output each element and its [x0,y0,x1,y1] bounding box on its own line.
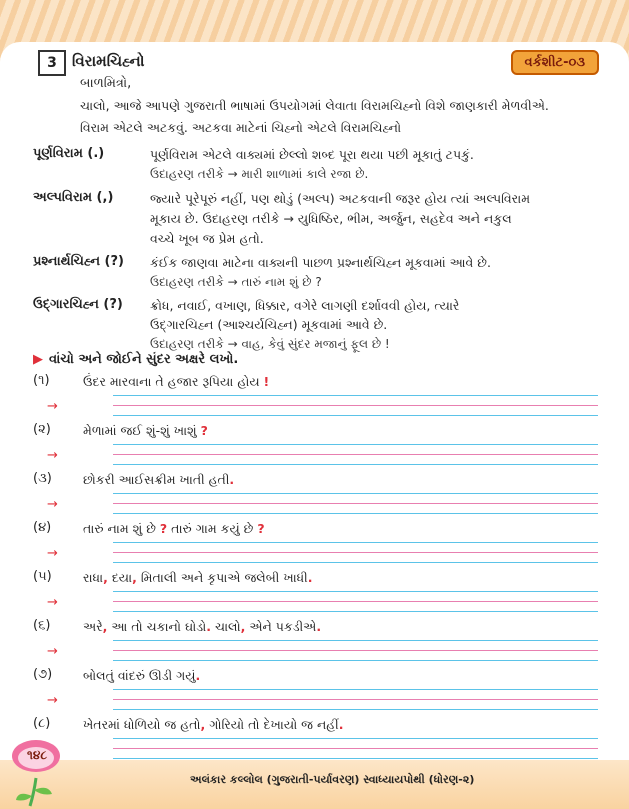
arrow-icon: → [227,337,238,351]
exercise-item [33,716,598,762]
exercise-sentence [83,521,265,537]
punctuation-mark: , [102,619,108,634]
punctuation-mark: , [132,570,137,585]
punctuation-mark: , [240,619,246,634]
example-text: વાહ, કેવું સુંદર મજાનું ફૂલ છે ! [241,337,390,351]
writing-guide-line[interactable] [113,748,598,749]
sentence-fragment: મેળામાં જઈ શું-શું ખાશું [83,423,201,438]
example-label: ઉદાહરણ તરીકે [150,275,224,289]
writing-guide-line[interactable] [113,562,598,563]
punctuation-mark: . [195,668,201,683]
writing-guide-line[interactable] [113,689,598,690]
def-udgaar-1: ક્રોધ, નવાઈ, વખાણ, ધિક્કાર, વગેરે લાગણી દર્શાવવી હોય, ત્યારે [150,298,460,313]
arrow-icon: → [47,644,58,659]
sentence-fragment: એને પકડીએ [245,619,317,634]
writing-guide-line[interactable] [113,552,598,553]
page-number: ૧૪૮ [27,748,47,762]
punctuation-mark: ! [263,374,270,389]
triangle-bullet-icon: ▶ [33,352,43,367]
writing-guide-line[interactable] [113,660,598,661]
sentence-fragment: મિતાલી અને કૃપાએ જલેબી ખાધી [136,570,308,585]
exercise-item [33,422,598,468]
writing-guide-line[interactable] [113,611,598,612]
punctuation-mark: . [229,472,235,487]
example-text: મારી શાળામાં કાલે રજા છે. [241,167,369,181]
exercise-sentence [83,472,234,488]
punctuation-mark: . [316,619,322,634]
writing-guide-line[interactable] [113,444,598,445]
sentence-fragment: આ તો ચકાનો ઘોડો [107,619,207,634]
sentence-fragment: તારું ગામ કયું છે [167,521,258,536]
arrow-icon: → [47,497,58,512]
sentence-fragment: દયા [107,570,133,585]
writing-guide-line[interactable] [113,758,598,759]
term-prashnarth: પ્રશ્નાર્થચિહ્ન (?) [33,254,124,269]
def-alpaviram-2 [150,211,512,227]
exercise-number: (૩) [33,471,52,486]
writing-guide-line[interactable] [113,405,598,406]
arrow-icon: → [283,211,294,226]
exercise-sentence [83,423,208,439]
example-udgaar [150,337,390,352]
exercise-sentence [83,570,313,586]
term-purnaviram: પૂર્ણવિરામ (.) [33,146,105,161]
punctuation-mark: . [338,717,344,732]
sentence-fragment: બોલતું વાંદરું ઊડી ગયું [83,668,196,683]
arrow-icon: → [47,546,58,561]
example-label: ઉદાહરણ તરીકે [150,167,224,181]
example-alpaviram: યુધિષ્ઠિર, ભીમ, અર્જુન, સહદેવ અને નકુલ [297,211,512,226]
arrow-icon: → [227,275,238,289]
writing-guide-line[interactable] [113,493,598,494]
writing-guide-line[interactable] [113,699,598,700]
writing-guide-line[interactable] [113,709,598,710]
sentence-fragment: તારું નામ શું છે [83,521,160,536]
example-text: તારું નામ શું છે ? [241,275,322,289]
exercise-sentence [83,374,269,390]
exercise-number: (૬) [33,618,51,633]
worksheet-badge: વર્કશીટ-૦૩ [511,50,599,75]
def-purnaviram: પૂર્ણવિરામ એટલે વાક્યમાં છેલ્લો શબ્દ પૂરા થયા પછી મૂકાતું ટપકું. [150,147,474,162]
lesson-number: 3 [38,50,66,76]
sentence-fragment: ઉંદર મારવાના તે હજાર રૂપિયા હોય [83,374,264,389]
arrow-icon: → [47,399,58,414]
writing-guide-line[interactable] [113,738,598,739]
writing-guide-line[interactable] [113,542,598,543]
intro-line-2: વિરામ એટલે અટકવું. અટકવા માટેનાં ચિહ્નો એટલે વિરામચિહ્નો [80,120,402,135]
sentence-fragment: રાધા [83,570,104,585]
intro-line-1: ચાલો, આજે આપણે ગુજરાતી ભાષામાં ઉપયોગમાં લેવાતા વિરામચિહ્નો વિશે જાણકારી મેળવીએ. [80,98,549,113]
arrow-icon: → [47,595,58,610]
exercise-number: (૮) [33,716,51,731]
exercise-item [33,569,598,615]
exercise-sentence [83,668,200,684]
sentence-fragment: ચાલો [210,619,241,634]
arrow-icon: → [227,167,238,181]
exercise-item [33,520,598,566]
writing-guide-line[interactable] [113,650,598,651]
punctuation-mark: , [103,570,108,585]
exercise-item [33,618,598,664]
exercise-sentence [83,619,321,635]
punctuation-mark: ? [200,423,208,438]
term-alpaviram: અલ્પવિરામ (,) [33,190,114,205]
term-udgaar: ઉદ્ગારચિહ્ન (?) [33,297,123,312]
example-purnaviram [150,167,368,182]
exercise-number: (૨) [33,422,51,437]
exercise-item [33,667,598,713]
sentence-fragment: છોકરી આઈસક્રીમ ખાતી હતી [83,472,230,487]
punctuation-mark: , [200,717,206,732]
exercise-item [33,373,598,419]
intro-greeting: બાળમિત્રો, [80,76,132,91]
example-prashnarth [150,275,322,290]
def-alpaviram-1: જ્યારે પૂરેપૂરું નહીં, પણ થોડું (અલ્પ) અટકવાની જરૂર હોય ત્યાં અલ્પવિરામ [150,191,531,206]
def-alpaviram-3: વચ્ચે ખૂબ જ પ્રેમ હતો. [150,231,264,246]
example-label: ઉદાહરણ તરીકે [150,337,224,351]
writing-guide-line[interactable] [113,415,598,416]
writing-guide-line[interactable] [113,513,598,514]
punctuation-mark: ? [159,521,168,536]
writing-guide-line[interactable] [113,503,598,504]
writing-guide-line[interactable] [113,601,598,602]
exercise-number: (૪) [33,520,52,535]
writing-guide-line[interactable] [113,640,598,641]
writing-guide-line[interactable] [113,395,598,396]
writing-guide-line[interactable] [113,464,598,465]
lesson-title: વિરામચિહ્નો [72,52,145,70]
writing-guide-line[interactable] [113,454,598,455]
punctuation-mark: . [307,570,313,585]
exercise-number: (૫) [33,569,52,584]
sentence-fragment: ખેતરમાં ધોળિયો જ હતો [83,717,201,732]
exercise-item [33,471,598,517]
sentence-fragment: અરે [83,619,103,634]
punctuation-mark: . [206,619,211,634]
def-udgaar-2: ઉદ્ગારચિહ્ન (આશ્ચર્યચિહ્ન) મૂકવામાં આવે છે. [150,317,388,332]
sentence-fragment: ગોરિયો તો દેખાયો જ નહીં [205,717,339,732]
def-prashnarth: કંઈક જાણવા માટેના વાક્યની પાછળ પ્રશ્નાર્થચિહ્ન મૂકવામાં આવે છે. [150,255,491,270]
instruction [33,352,238,367]
writing-guide-line[interactable] [113,591,598,592]
instruction-text: વાંચો અને જોઈને સુંદર અક્ષરે લખો. [49,352,239,367]
arrow-icon: → [47,693,58,708]
arrow-icon: → [47,448,58,463]
footer-book-title: અલંકાર કલ્લોલ (ગુજરાતી-પર્યાવરણ) સ્વાધ્યાયપોથી (ધોરણ-૨) [190,773,475,786]
exercise-number: (૧) [33,373,50,388]
def-alpaviram-2-text: મૂકાય છે. ઉદાહરણ તરીકે [150,211,280,226]
punctuation-mark: ? [257,521,265,536]
exercise-number: (૭) [33,667,53,682]
exercise-sentence [83,717,344,733]
